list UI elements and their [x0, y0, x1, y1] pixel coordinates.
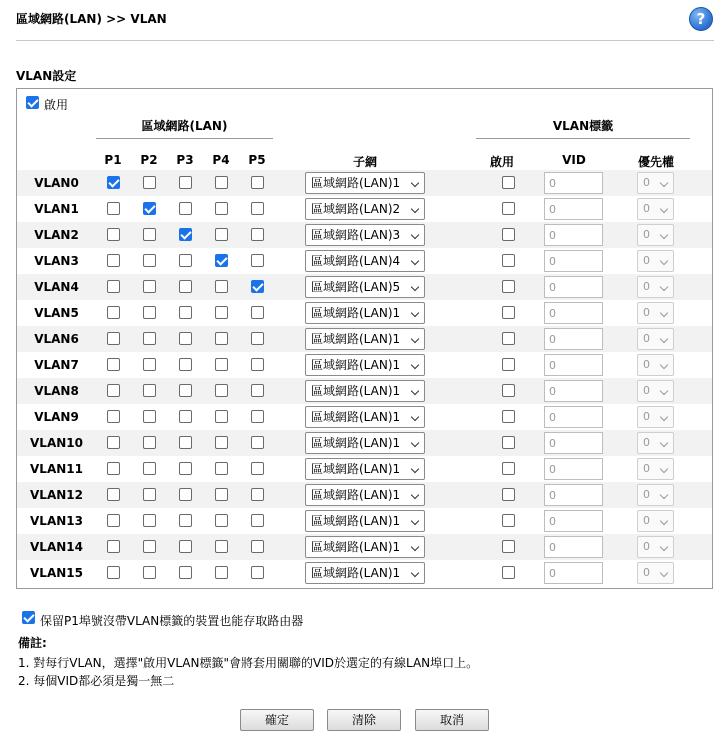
chevron-down-icon: [660, 231, 668, 239]
chevron-down-icon: [411, 387, 419, 395]
priority-value: 0: [643, 566, 650, 579]
vlan-name: VLAN1: [34, 202, 79, 216]
vid-input[interactable]: 0: [544, 510, 603, 532]
port-p1-checkbox[interactable]: [107, 410, 120, 423]
subnet-value: 區域網路(LAN)1: [311, 358, 401, 372]
port-p1-checkbox[interactable]: [107, 436, 120, 449]
priority-select[interactable]: [637, 224, 674, 246]
chevron-down-icon: [660, 543, 668, 551]
col-p5: P5: [248, 153, 266, 167]
port-p2-checkbox[interactable]: [143, 514, 156, 527]
vid-input[interactable]: 0: [544, 302, 603, 324]
subnet-value: 區域網路(LAN)1: [311, 306, 401, 320]
subnet-select[interactable]: [305, 536, 425, 558]
vid-input[interactable]: 0: [544, 536, 603, 558]
subnet-select[interactable]: [305, 406, 425, 428]
port-p4-checkbox[interactable]: [215, 228, 228, 241]
port-p1-checkbox[interactable]: [107, 306, 120, 319]
col-vid: VID: [562, 153, 586, 167]
priority-value: 0: [643, 488, 650, 501]
subnet-value: 區域網路(LAN)1: [311, 384, 401, 398]
port-p1-checkbox[interactable]: [107, 462, 120, 475]
port-p4-checkbox[interactable]: [215, 202, 228, 215]
port-p2-checkbox[interactable]: [143, 228, 156, 241]
chevron-down-icon: [411, 335, 419, 343]
priority-value: 0: [643, 410, 650, 423]
priority-value: 0: [643, 254, 650, 267]
priority-select[interactable]: [637, 328, 674, 350]
chevron-down-icon: [660, 179, 668, 187]
chevron-down-icon: [660, 465, 668, 473]
title-divider: [16, 40, 714, 41]
vlan-name: VLAN6: [34, 332, 79, 346]
priority-select[interactable]: [637, 198, 674, 220]
chevron-down-icon: [660, 309, 668, 317]
port-p3-checkbox[interactable]: [179, 462, 192, 475]
subnet-value: 區域網路(LAN)1: [311, 462, 401, 476]
vlan-name: VLAN3: [34, 254, 79, 268]
port-p5-checkbox[interactable]: [251, 436, 264, 449]
vid-input[interactable]: 0: [544, 328, 603, 350]
port-p5-checkbox[interactable]: [251, 332, 264, 345]
tag-enable-checkbox[interactable]: [502, 358, 515, 371]
vlan-name: VLAN8: [34, 384, 79, 398]
vlan-row: [17, 274, 712, 300]
chevron-down-icon: [660, 569, 668, 577]
port-p5-checkbox[interactable]: [251, 540, 264, 553]
port-p5-checkbox[interactable]: [251, 514, 264, 527]
tag-enable-checkbox[interactable]: [502, 384, 515, 397]
port-p3-checkbox[interactable]: [179, 254, 192, 267]
clear-button[interactable]: 清除: [327, 709, 401, 731]
priority-value: 0: [643, 332, 650, 345]
cancel-button[interactable]: 取消: [415, 709, 489, 731]
tag-enable-checkbox[interactable]: [502, 540, 515, 553]
subnet-select[interactable]: [305, 458, 425, 480]
port-p2-checkbox[interactable]: [143, 176, 156, 189]
vid-input[interactable]: 0: [544, 432, 603, 454]
port-p5-checkbox[interactable]: [251, 254, 264, 267]
subnet-select[interactable]: [305, 380, 425, 402]
priority-value: 0: [643, 358, 650, 371]
priority-value: 0: [643, 280, 650, 293]
priority-value: 0: [643, 514, 650, 527]
vlan-name: VLAN14: [30, 540, 83, 554]
port-p5-checkbox[interactable]: [251, 384, 264, 397]
vlan-row: [17, 378, 712, 404]
subnet-select[interactable]: [305, 198, 425, 220]
notes-title: 備註:: [18, 636, 47, 650]
keep-p1-label: 保留P1埠號沒帶VLAN標籤的裝置也能存取路由器: [40, 614, 304, 628]
subnet-value: 區域網路(LAN)1: [311, 540, 401, 554]
vlan-row: [17, 222, 712, 248]
priority-value: 0: [643, 228, 650, 241]
chevron-down-icon: [660, 257, 668, 265]
port-p3-checkbox[interactable]: [179, 566, 192, 579]
vlan-row: [17, 352, 712, 378]
vid-input[interactable]: 0: [544, 172, 603, 194]
help-icon[interactable]: ?: [689, 7, 713, 31]
col-p1: P1: [104, 153, 122, 167]
subnet-value: 區域網路(LAN)1: [311, 176, 401, 190]
port-p5-checkbox[interactable]: [251, 228, 264, 241]
subnet-select[interactable]: [305, 172, 425, 194]
port-p4-checkbox[interactable]: [215, 176, 228, 189]
port-p4-checkbox[interactable]: [215, 410, 228, 423]
vlan-row: [17, 430, 712, 456]
port-p1-checkbox[interactable]: [107, 332, 120, 345]
vlan-enable-checkbox[interactable]: [26, 96, 39, 109]
vlan-name: VLAN9: [34, 410, 79, 424]
col-priority: 優先權: [637, 155, 674, 169]
port-p2-checkbox[interactable]: [143, 358, 156, 371]
port-p1-checkbox[interactable]: [107, 566, 120, 579]
subnet-value: 區域網路(LAN)1: [311, 332, 401, 346]
chevron-down-icon: [411, 517, 419, 525]
priority-select[interactable]: [637, 302, 674, 324]
port-p5-checkbox[interactable]: [251, 566, 264, 579]
vlan-row: [17, 534, 712, 560]
subnet-value: 區域網路(LAN)5: [311, 280, 401, 294]
chevron-down-icon: [660, 491, 668, 499]
port-p5-checkbox[interactable]: [251, 488, 264, 501]
tag-group-underline: [476, 138, 690, 139]
priority-select[interactable]: [637, 536, 674, 558]
vlan-row: [17, 508, 712, 534]
port-p2-checkbox[interactable]: [143, 540, 156, 553]
port-p3-checkbox[interactable]: [179, 514, 192, 527]
chevron-down-icon: [411, 205, 419, 213]
chevron-down-icon: [660, 439, 668, 447]
priority-value: 0: [643, 436, 650, 449]
lan-group-title: 區域網路(LAN): [141, 119, 228, 133]
port-p3-checkbox[interactable]: [179, 202, 192, 215]
tag-enable-checkbox[interactable]: [502, 280, 515, 293]
port-p1-checkbox[interactable]: [107, 280, 120, 293]
vid-input[interactable]: 0: [544, 562, 603, 584]
keep-p1-checkbox[interactable]: [22, 611, 35, 624]
vlan-row: [17, 456, 712, 482]
vlan-name: VLAN15: [30, 566, 83, 580]
tag-enable-checkbox[interactable]: [502, 306, 515, 319]
port-p2-checkbox[interactable]: [143, 306, 156, 319]
subnet-select[interactable]: [305, 250, 425, 272]
vlan-row: [17, 404, 712, 430]
section-title: VLAN設定: [16, 69, 77, 83]
port-p2-checkbox[interactable]: [143, 488, 156, 501]
port-p4-checkbox[interactable]: [215, 306, 228, 319]
subnet-select[interactable]: [305, 354, 425, 376]
port-p2-checkbox[interactable]: [143, 254, 156, 267]
port-p5-checkbox[interactable]: [251, 280, 264, 293]
priority-select[interactable]: [637, 562, 674, 584]
port-p5-checkbox[interactable]: [251, 358, 264, 371]
port-p2-checkbox[interactable]: [143, 462, 156, 475]
port-p3-checkbox[interactable]: [179, 488, 192, 501]
vlan-row: [17, 300, 712, 326]
port-p3-checkbox[interactable]: [179, 280, 192, 293]
port-p4-checkbox[interactable]: [215, 332, 228, 345]
chevron-down-icon: [411, 257, 419, 265]
priority-select[interactable]: [637, 458, 674, 480]
port-p4-checkbox[interactable]: [215, 358, 228, 371]
port-p4-checkbox[interactable]: [215, 488, 228, 501]
port-p1-checkbox[interactable]: [107, 358, 120, 371]
chevron-down-icon: [660, 283, 668, 291]
port-p2-checkbox[interactable]: [143, 202, 156, 215]
port-p3-checkbox[interactable]: [179, 540, 192, 553]
tag-enable-checkbox[interactable]: [502, 462, 515, 475]
priority-select[interactable]: [637, 172, 674, 194]
vlan-name: VLAN13: [30, 514, 83, 528]
tag-enable-checkbox[interactable]: [502, 254, 515, 267]
vid-input[interactable]: 0: [544, 354, 603, 376]
port-p5-checkbox[interactable]: [251, 306, 264, 319]
chevron-down-icon: [411, 283, 419, 291]
chevron-down-icon: [411, 231, 419, 239]
page-title: 區域網路(LAN) >> VLAN: [16, 12, 167, 26]
port-p4-checkbox[interactable]: [215, 436, 228, 449]
port-p1-checkbox[interactable]: [107, 228, 120, 241]
port-p5-checkbox[interactable]: [251, 202, 264, 215]
priority-value: 0: [643, 306, 650, 319]
tag-enable-checkbox[interactable]: [502, 202, 515, 215]
subnet-value: 區域網路(LAN)1: [311, 514, 401, 528]
priority-select[interactable]: [637, 250, 674, 272]
vid-input[interactable]: 0: [544, 224, 603, 246]
priority-value: 0: [643, 540, 650, 553]
port-p3-checkbox[interactable]: [179, 384, 192, 397]
vid-input[interactable]: 0: [544, 458, 603, 480]
chevron-down-icon: [660, 205, 668, 213]
priority-value: 0: [643, 462, 650, 475]
vlan-name: VLAN11: [30, 462, 83, 476]
vid-input[interactable]: 0: [544, 406, 603, 428]
subnet-select[interactable]: [305, 276, 425, 298]
port-p1-checkbox[interactable]: [107, 254, 120, 267]
priority-value: 0: [643, 202, 650, 215]
subnet-value: 區域網路(LAN)2: [311, 202, 401, 216]
port-p5-checkbox[interactable]: [251, 176, 264, 189]
priority-select[interactable]: [637, 380, 674, 402]
port-p3-checkbox[interactable]: [179, 358, 192, 371]
subnet-value: 區域網路(LAN)1: [311, 566, 401, 580]
priority-select[interactable]: [637, 484, 674, 506]
port-p4-checkbox[interactable]: [215, 540, 228, 553]
port-p3-checkbox[interactable]: [179, 436, 192, 449]
vlan-name: VLAN4: [34, 280, 79, 294]
vlan-name: VLAN0: [34, 176, 79, 190]
vlan-name: VLAN7: [34, 358, 79, 372]
vlan-row: [17, 170, 712, 196]
vid-input[interactable]: 0: [544, 484, 603, 506]
chevron-down-icon: [411, 569, 419, 577]
vlan-row: [17, 326, 712, 352]
priority-value: 0: [643, 384, 650, 397]
chevron-down-icon: [411, 309, 419, 317]
subnet-value: 區域網路(LAN)4: [311, 254, 401, 268]
port-p5-checkbox[interactable]: [251, 410, 264, 423]
port-p2-checkbox[interactable]: [143, 410, 156, 423]
chevron-down-icon: [411, 491, 419, 499]
port-p1-checkbox[interactable]: [107, 540, 120, 553]
vid-input[interactable]: 0: [544, 198, 603, 220]
tag-enable-checkbox[interactable]: [502, 514, 515, 527]
vlan-name: VLAN10: [30, 436, 83, 450]
col-p3: P3: [176, 153, 194, 167]
chevron-down-icon: [411, 361, 419, 369]
lan-group-underline: [96, 138, 273, 139]
chevron-down-icon: [411, 179, 419, 187]
vlan-row: [17, 482, 712, 508]
priority-select[interactable]: [637, 354, 674, 376]
port-p4-checkbox[interactable]: [215, 514, 228, 527]
subnet-select[interactable]: [305, 224, 425, 246]
note-1: 1. 對每行VLAN，選擇"啟用VLAN標籤"會將套用關聯的VID於選定的有線LAN埠口上。: [18, 656, 479, 670]
vlan-enable-label: 啟用: [44, 98, 69, 112]
port-p1-checkbox[interactable]: [107, 514, 120, 527]
col-tag-enable: 啟用: [489, 155, 514, 169]
tag-enable-checkbox[interactable]: [502, 228, 515, 241]
chevron-down-icon: [660, 335, 668, 343]
port-p1-checkbox[interactable]: [107, 176, 120, 189]
subnet-select[interactable]: [305, 484, 425, 506]
port-p3-checkbox[interactable]: [179, 228, 192, 241]
col-p4: P4: [212, 153, 230, 167]
port-p1-checkbox[interactable]: [107, 384, 120, 397]
subnet-value: 區域網路(LAN)1: [311, 436, 401, 450]
subnet-select[interactable]: [305, 562, 425, 584]
tag-enable-checkbox[interactable]: [502, 176, 515, 189]
subnet-select[interactable]: [305, 510, 425, 532]
port-p1-checkbox[interactable]: [107, 488, 120, 501]
port-p2-checkbox[interactable]: [143, 384, 156, 397]
vid-input[interactable]: 0: [544, 250, 603, 272]
tag-enable-checkbox[interactable]: [502, 436, 515, 449]
port-p2-checkbox[interactable]: [143, 280, 156, 293]
col-subnet: 子網: [352, 155, 377, 169]
chevron-down-icon: [660, 517, 668, 525]
vlan-row: [17, 560, 712, 586]
priority-select[interactable]: [637, 406, 674, 428]
vid-input[interactable]: 0: [544, 276, 603, 298]
ok-button[interactable]: 確定: [240, 709, 314, 731]
chevron-down-icon: [660, 413, 668, 421]
port-p4-checkbox[interactable]: [215, 566, 228, 579]
priority-value: 0: [643, 176, 650, 189]
chevron-down-icon: [411, 543, 419, 551]
port-p5-checkbox[interactable]: [251, 462, 264, 475]
vlan-row: [17, 196, 712, 222]
tag-enable-checkbox[interactable]: [502, 566, 515, 579]
port-p3-checkbox[interactable]: [179, 176, 192, 189]
port-p2-checkbox[interactable]: [143, 566, 156, 579]
priority-select[interactable]: [637, 510, 674, 532]
port-p2-checkbox[interactable]: [143, 436, 156, 449]
vid-input[interactable]: 0: [544, 380, 603, 402]
subnet-select[interactable]: [305, 302, 425, 324]
subnet-select[interactable]: [305, 432, 425, 454]
subnet-select[interactable]: [305, 328, 425, 350]
port-p3-checkbox[interactable]: [179, 306, 192, 319]
note-2: 2. 每個VID都必須是獨一無二: [18, 674, 175, 688]
vlan-row: [17, 248, 712, 274]
tag-enable-checkbox[interactable]: [502, 410, 515, 423]
port-p3-checkbox[interactable]: [179, 332, 192, 345]
port-p4-checkbox[interactable]: [215, 254, 228, 267]
chevron-down-icon: [660, 387, 668, 395]
chevron-down-icon: [411, 465, 419, 473]
port-p4-checkbox[interactable]: [215, 280, 228, 293]
tag-group-title: VLAN標籤: [552, 119, 614, 133]
port-p4-checkbox[interactable]: [215, 462, 228, 475]
subnet-value: 區域網路(LAN)1: [311, 488, 401, 502]
subnet-value: 區域網路(LAN)1: [311, 410, 401, 424]
chevron-down-icon: [660, 361, 668, 369]
subnet-value: 區域網路(LAN)3: [311, 228, 401, 242]
tag-enable-checkbox[interactable]: [502, 332, 515, 345]
port-p2-checkbox[interactable]: [143, 332, 156, 345]
port-p4-checkbox[interactable]: [215, 384, 228, 397]
port-p1-checkbox[interactable]: [107, 202, 120, 215]
chevron-down-icon: [411, 439, 419, 447]
priority-select[interactable]: [637, 432, 674, 454]
col-p2: P2: [140, 153, 158, 167]
vlan-name: VLAN12: [30, 488, 83, 502]
port-p3-checkbox[interactable]: [179, 410, 192, 423]
chevron-down-icon: [411, 413, 419, 421]
tag-enable-checkbox[interactable]: [502, 488, 515, 501]
vlan-name: VLAN5: [34, 306, 79, 320]
priority-select[interactable]: [637, 276, 674, 298]
vlan-name: VLAN2: [34, 228, 79, 242]
